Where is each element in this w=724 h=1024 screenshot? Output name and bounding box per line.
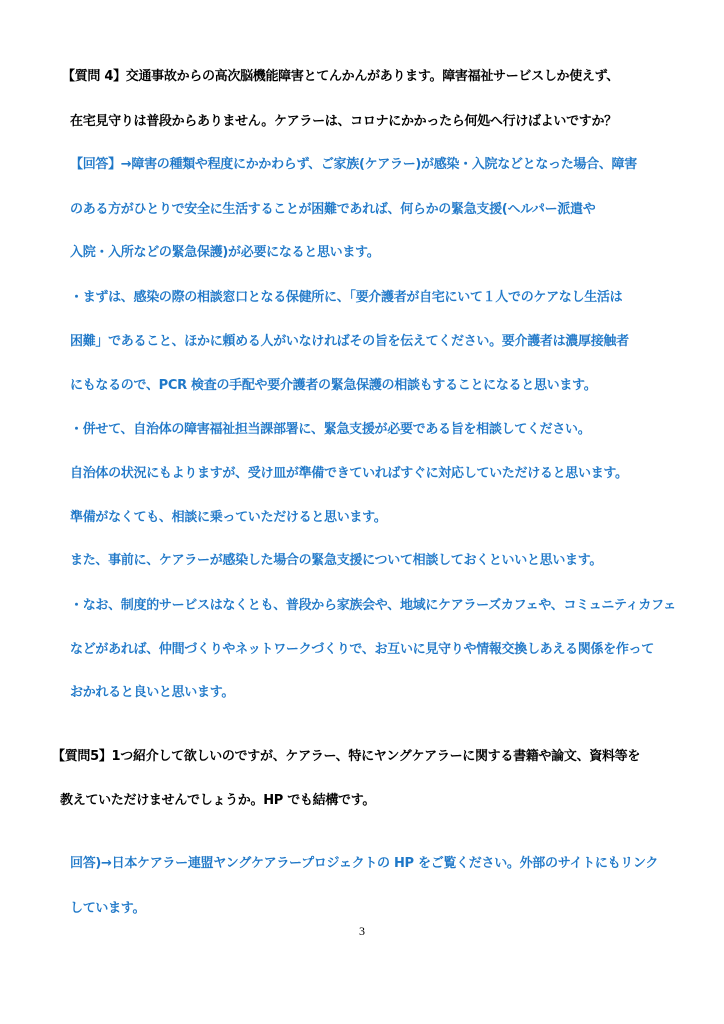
answer-4-line-12: などがあれば、仲間づくりやネットワークづくりで、お互いに見守りや情報交換しあえる関係を作って: [70, 642, 654, 657]
answer-4-line-8: 自治体の状況にもよりますが、受け皿が準備できていればすぐに対応していただけると思います。: [70, 466, 628, 481]
answer-4-line-1: 【回答】→障害の種類や程度にかかわらず、ご家族(ケアラー)が感染・入院などとなった場合、障害: [70, 157, 637, 172]
answer-4-line-4: ・まずは、感染の際の相談窓口となる保健所に、「要介護者が自宅にいて１人でのケアなし生活は: [70, 290, 623, 305]
question-4-line-1: 【質問 4】交通事故からの高次脳機能障害とてんかんがあります。障害福祉サービスしか使えず、: [62, 69, 619, 84]
answer-4-line-11: ・なお、制度的サービスはなくとも、普段から家族会や、地域にケアラーズカフェや、コミュニティカフェ: [70, 598, 676, 613]
answer-4-line-13: おかれると良いと思います。: [70, 685, 235, 700]
answer-4-line-5: 困難」であること、ほかに頼める人がいなければその旨を伝えてください。要介護者は濃厚接触者: [70, 334, 629, 349]
answer-4-line-9: 準備がなくても、相談に乗っていただけると思います。: [70, 510, 387, 525]
answer-4-line-2: のある方がひとりで安全に生活することが困難であれば、何らかの緊急支援(ヘルパー派遣や: [70, 202, 596, 217]
answer-4-line-6: にもなるので、PCR 検査の手配や要介護者の緊急保護の相談もすることになると思います。: [70, 378, 597, 393]
page-number: 3: [359, 924, 365, 938]
answer-4-line-10: また、事前に、ケアラーが感染した場合の緊急支援について相談しておくといいと思います。: [70, 553, 603, 568]
question-4-line-2: 在宅見守りは普段からありません。ケアラーは、コロナにかかったら何処へ行けばよいですか？: [70, 114, 617, 129]
answer-5-line-1: 回答)→日本ケアラー連盟ヤングケアラープロジェクトの HP をご覧ください。外部のサイトにもリンク: [70, 856, 659, 871]
question-5-line-2: 教えていただけませんでしょうか。HP でも結構です。: [60, 793, 376, 808]
answer-5-line-2: しています。: [70, 901, 146, 916]
answer-4-line-7: ・併せて、自治体の障害福祉担当課部署に、緊急支援が必要である旨を相談してください。: [70, 422, 591, 437]
answer-4-line-3: 入院・入所などの緊急保護)が必要になると思います。: [70, 245, 380, 260]
question-5-line-1: 【質問5】1つ紹介して欲しいのですが、ケアラー、特にヤングケアラーに関する書籍や論文、資料等を: [52, 749, 641, 764]
